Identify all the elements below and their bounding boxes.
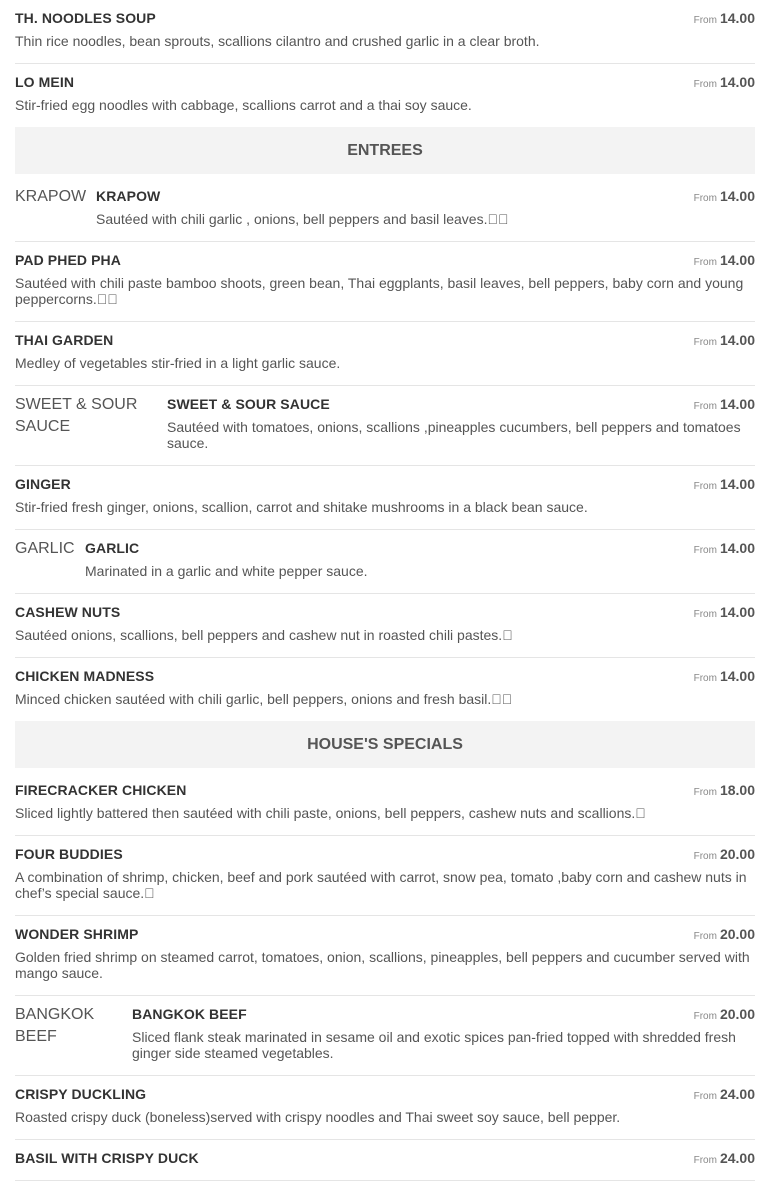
broken-image-alt-text: BANGKOK BEEF <box>15 1006 95 1045</box>
price-from-label: From <box>693 401 717 412</box>
menu-item-name: CRISPY DUCKLING <box>15 1086 147 1102</box>
menu-item-image[interactable] <box>15 394 167 451</box>
menu-item-description: Golden fried shrimp on steamed carrot, tomatoes, onion, scallions, pineapples, bell peppers and cucumber served with mango sauce. <box>15 949 750 981</box>
menu-item-price <box>694 604 755 622</box>
price-value: 20.00 <box>719 1006 755 1022</box>
price-value: 14.00 <box>719 540 755 556</box>
menu-item-description: Minced chicken sautéed with chili garlic, bell peppers, onions and fresh basil.   <box>15 691 513 707</box>
price-value: 20.00 <box>719 926 755 942</box>
menu-item-price <box>694 1150 755 1168</box>
menu-item-price <box>694 1086 755 1104</box>
menu-item-price <box>694 476 755 494</box>
menu-item-description: Sliced lightly battered then sautéed with chili paste, onions, bell peppers, cashew nuts and scallions.  <box>15 805 646 821</box>
menu-item[interactable] <box>15 466 755 530</box>
menu-item-image[interactable] <box>15 1004 132 1061</box>
menu-item-description: Stir-fried egg noodles with cabbage, scallions carrot and a thai soy sauce. <box>15 97 472 113</box>
menu-item-name: FOUR BUDDIES <box>15 846 123 862</box>
price-value: 24.00 <box>719 1150 755 1166</box>
menu-item-name: BANGKOK BEEF <box>132 1006 247 1022</box>
menu-item-description: Stir-fried fresh ginger, onions, scallion, carrot and shitake mushrooms in a black bean sauce. <box>15 499 588 515</box>
price-from-label: From <box>693 673 717 684</box>
price-value: 18.00 <box>719 782 755 798</box>
price-from-label: From <box>693 193 717 204</box>
menu-item-name: GARLIC <box>85 540 140 556</box>
menu-item[interactable] <box>15 836 755 916</box>
menu-item-price <box>694 782 755 800</box>
menu-item-name: KRAPOW <box>96 188 161 204</box>
menu-item[interactable] <box>15 242 755 322</box>
price-value: 14.00 <box>719 74 755 90</box>
menu-item-description: Sautéed onions, scallions, bell peppers and cashew nut in roasted chili pastes.  <box>15 627 513 643</box>
menu-item-name: PAD PHED PHA <box>15 252 121 268</box>
broken-image-alt-text: GARLIC <box>15 540 75 557</box>
price-value: 20.00 <box>719 846 755 862</box>
price-value: 14.00 <box>719 252 755 268</box>
menu-item-price <box>694 74 755 92</box>
menu-item-description: Sautéed with chili garlic , onions, bell peppers and basil leaves.   <box>96 211 509 227</box>
menu-item[interactable] <box>15 322 755 386</box>
menu-item-description: Medley of vegetables stir-fried in a light garlic sauce. <box>15 355 341 371</box>
menu-item-price <box>694 10 755 28</box>
menu-item[interactable] <box>15 1140 755 1181</box>
broken-image-alt-text: KRAPOW <box>15 188 87 205</box>
menu-item-name: GINGER <box>15 476 71 492</box>
price-from-label: From <box>693 851 717 862</box>
menu-item-price <box>694 926 755 944</box>
menu-item-description: Sautéed with chili paste bamboo shoots, green bean, Thai eggplants, basil leaves, bell peppers, baby corn and young peppercorns.   <box>15 275 744 307</box>
menu-item-price <box>694 332 755 350</box>
section-header: HOUSE'S SPECIALS <box>15 721 755 768</box>
menu-item[interactable] <box>15 386 755 466</box>
menu-item-name: BASIL WITH CRISPY DUCK <box>15 1150 199 1166</box>
menu-list <box>15 0 755 1181</box>
menu-item[interactable] <box>15 594 755 658</box>
price-from-label: From <box>693 337 717 348</box>
menu-item-description: Sautéed with tomatoes, onions, scallions ,pineapples cucumbers, bell peppers and tomatoes sauce. <box>167 419 741 451</box>
menu-item[interactable] <box>15 916 755 996</box>
price-from-label: From <box>693 1155 717 1166</box>
menu-item-name: SWEET & SOUR SAUCE <box>167 396 330 412</box>
menu-item[interactable] <box>15 530 755 594</box>
price-from-label: From <box>693 257 717 268</box>
menu-item[interactable] <box>15 996 755 1076</box>
menu-item[interactable] <box>15 772 755 836</box>
menu-item-price <box>694 540 755 558</box>
price-from-label: From <box>693 931 717 942</box>
menu-item-name: CHICKEN MADNESS <box>15 668 155 684</box>
menu-item-price <box>694 1006 755 1024</box>
price-from-label: From <box>693 79 717 90</box>
menu-item-price <box>694 846 755 864</box>
menu-item-name: TH. NOODLES SOUP <box>15 10 156 26</box>
price-value: 14.00 <box>719 188 755 204</box>
menu-item[interactable] <box>15 178 755 242</box>
price-from-label: From <box>693 545 717 556</box>
menu-item-price <box>694 396 755 414</box>
menu-item-name: CASHEW NUTS <box>15 604 121 620</box>
menu-item-description: A combination of shrimp, chicken, beef and pork sautéed with carrot, snow pea, tomato ,baby corn and cashew nuts in chef’s special sauce.  <box>15 869 747 901</box>
section-header: ENTREES <box>15 127 755 174</box>
broken-image-alt-text: SWEET & SOUR SAUCE <box>15 396 138 435</box>
price-value: 14.00 <box>719 332 755 348</box>
price-from-label: From <box>693 1091 717 1102</box>
price-from-label: From <box>693 787 717 798</box>
menu-item-description: Marinated in a garlic and white pepper sauce. <box>85 563 368 579</box>
price-from-label: From <box>693 15 717 26</box>
menu-item-image[interactable] <box>15 538 85 579</box>
menu-item-price <box>694 188 755 206</box>
menu-item-name: THAI GARDEN <box>15 332 114 348</box>
price-from-label: From <box>693 1011 717 1022</box>
menu-item-price <box>694 668 755 686</box>
menu-item-description: Roasted crispy duck (boneless)served with crispy noodles and Thai sweet soy sauce, bell pepper. <box>15 1109 621 1125</box>
menu-item-description: Sliced flank steak marinated in sesame oil and exotic spices pan-fried topped with shredded fresh ginger side steamed vegetables. <box>132 1029 736 1061</box>
price-from-label: From <box>693 609 717 620</box>
menu-item[interactable] <box>15 1076 755 1140</box>
menu-item-name: FIRECRACKER CHICKEN <box>15 782 187 798</box>
menu-item-image[interactable] <box>15 186 96 227</box>
menu-item-description: Thin rice noodles, bean sprouts, scallions cilantro and crushed garlic in a clear broth. <box>15 33 540 49</box>
menu-item-name: LO MEIN <box>15 74 75 90</box>
price-value: 24.00 <box>719 1086 755 1102</box>
menu-item-name: WONDER SHRIMP <box>15 926 139 942</box>
menu-item[interactable] <box>15 658 755 721</box>
menu-item[interactable] <box>15 64 755 127</box>
price-from-label: From <box>693 481 717 492</box>
menu-item-price <box>694 252 755 270</box>
price-value: 14.00 <box>719 476 755 492</box>
price-value: 14.00 <box>719 668 755 684</box>
price-value: 14.00 <box>719 10 755 26</box>
price-value: 14.00 <box>719 604 755 620</box>
price-value: 14.00 <box>719 396 755 412</box>
menu-item[interactable] <box>15 0 755 64</box>
